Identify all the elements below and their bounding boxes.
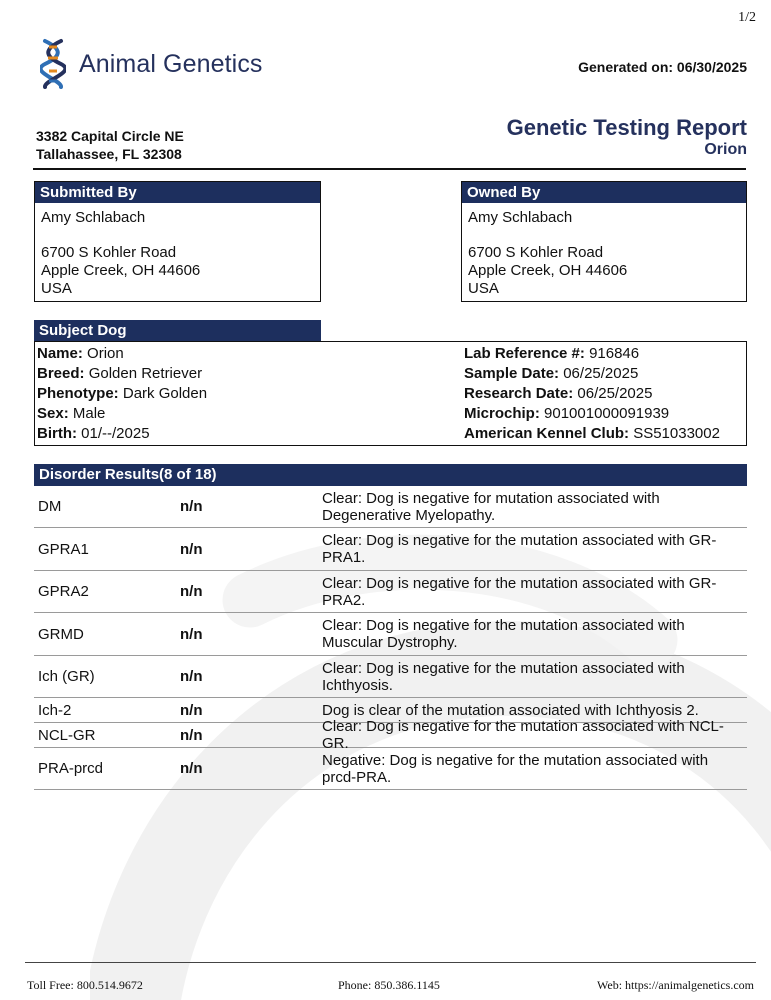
disorder-results-table xyxy=(34,486,747,790)
disorder-description: Clear: Dog is negative for mutation associated with Degenerative Myelopathy. xyxy=(322,489,660,524)
report-title: Genetic Testing Report xyxy=(506,115,747,140)
disorder-name: Ich-2 xyxy=(38,701,72,719)
subject-field-microchip: Microchip: 901001000091939 xyxy=(464,405,670,422)
brand-logo[interactable] xyxy=(40,38,263,90)
subject-right-column xyxy=(464,344,720,444)
disorder-result: n/n xyxy=(180,726,203,744)
subject-field-akc: American Kennel Club: SS51033002 xyxy=(464,425,720,442)
disorder-name: Ich (GR) xyxy=(38,668,95,685)
disorder-result: n/n xyxy=(180,540,203,558)
subject-field-name: Name: Orion xyxy=(37,345,124,362)
submitted-by-box xyxy=(34,181,321,302)
submitted-by-name: Amy Schlabach xyxy=(41,209,146,226)
lab-address xyxy=(36,127,184,163)
footer-web-link[interactable]: Web: https://animalgenetics.com xyxy=(597,978,754,992)
table-row xyxy=(34,571,747,613)
page-number: 1/2 xyxy=(738,10,756,25)
disorder-description: Dog is clear of the mutation associated with Ichthyosis 2. xyxy=(322,701,699,719)
disorder-name: NCL-GR xyxy=(38,726,96,744)
disorder-result: n/n xyxy=(180,668,203,685)
subject-field-lab-reference: Lab Reference #: 916846 xyxy=(464,345,640,362)
disorder-name: DM xyxy=(38,498,62,515)
disorder-result: n/n xyxy=(180,701,203,719)
footer-divider xyxy=(25,962,756,963)
subject-field-breed: Breed: Golden Retriever xyxy=(37,365,203,382)
owned-by-street: 6700 S Kohler Road xyxy=(468,244,604,261)
header-divider xyxy=(33,168,746,170)
lab-address-line2: Tallahassee, FL 32308 xyxy=(36,146,182,162)
subject-dog-box xyxy=(34,341,747,446)
subject-field-phenotype: Phenotype: Dark Golden xyxy=(37,385,208,402)
table-row xyxy=(34,656,747,698)
footer-phone: Phone: 850.386.1145 xyxy=(338,978,440,992)
subject-field-sample-date: Sample Date: 06/25/2025 xyxy=(464,365,639,382)
generated-date: Generated on: 06/30/2025 xyxy=(578,59,747,75)
table-row xyxy=(34,486,747,528)
lab-address-line1: 3382 Capital Circle NE xyxy=(36,128,184,144)
subject-dog-header: Subject Dog xyxy=(34,320,321,341)
table-row xyxy=(34,748,747,790)
submitted-by-street: 6700 S Kohler Road xyxy=(41,244,177,261)
submitted-by-header: Submitted By xyxy=(35,182,320,203)
owned-by-city: Apple Creek, OH 44606 xyxy=(468,262,628,279)
disorder-description: Clear: Dog is negative for the mutation associated with GR-PRA2. xyxy=(322,574,717,609)
report-subject-name: Orion xyxy=(704,141,747,158)
subject-field-sex: Sex: Male xyxy=(37,405,106,422)
disorder-name: GPRA2 xyxy=(38,583,89,600)
disorder-result: n/n xyxy=(180,760,203,777)
subject-field-birth: Birth: 01/--/2025 xyxy=(37,425,150,442)
dna-helix-icon xyxy=(40,38,66,90)
disorder-results-header: Disorder Results(8 of 18) xyxy=(34,464,747,486)
disorder-description: Clear: Dog is negative for the mutation associated with Muscular Dystrophy. xyxy=(322,617,685,651)
disorder-name: GPRA1 xyxy=(38,540,89,558)
owned-by-country: USA xyxy=(468,280,499,297)
disorder-description: Clear: Dog is negative for the mutation associated with GR-PRA1. xyxy=(322,532,717,566)
disorder-description: Negative: Dog is negative for the mutation associated with prcd-PRA. xyxy=(322,751,709,786)
subject-field-research-date: Research Date: 06/25/2025 xyxy=(464,385,653,402)
owned-by-name: Amy Schlabach xyxy=(468,209,573,226)
brand-name: Animal Genetics xyxy=(79,49,263,78)
disorder-result: n/n xyxy=(180,498,203,515)
disorder-result: n/n xyxy=(180,583,203,600)
table-row xyxy=(34,718,747,752)
disorder-result: n/n xyxy=(180,625,203,643)
table-row xyxy=(34,613,747,656)
disorder-description: Clear: Dog is negative for the mutation associated with NCL-GR. xyxy=(322,718,724,752)
footer-toll-free: Toll Free: 800.514.9672 xyxy=(27,978,143,992)
disorder-description: Clear: Dog is negative for the mutation associated with Ichthyosis. xyxy=(322,659,685,694)
submitted-by-city: Apple Creek, OH 44606 xyxy=(41,262,201,279)
submitted-by-country: USA xyxy=(41,280,72,297)
table-row xyxy=(34,528,747,571)
subject-left-column xyxy=(37,344,207,444)
owned-by-header: Owned By xyxy=(462,182,746,203)
disorder-name: PRA-prcd xyxy=(38,760,104,777)
disorder-name: GRMD xyxy=(38,625,84,643)
owned-by-box xyxy=(461,181,747,302)
